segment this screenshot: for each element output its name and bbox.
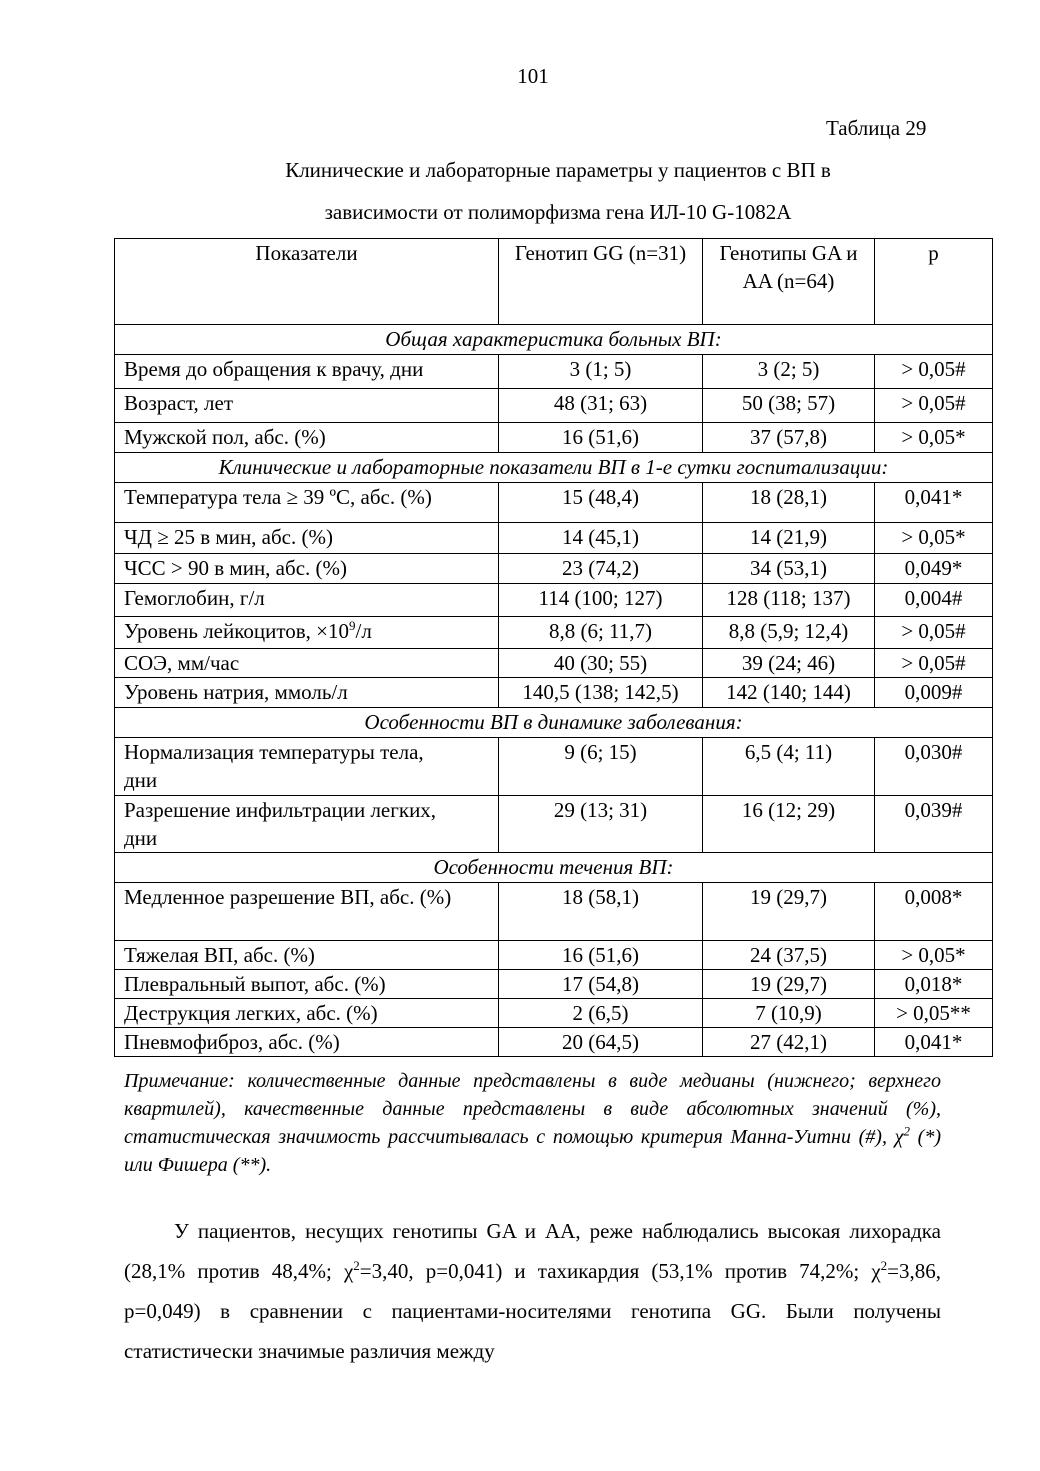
cell-gg: 48 (31; 63)	[499, 389, 703, 423]
cell-p: > 0,05#	[875, 617, 993, 649]
cell-p: > 0,05**	[875, 999, 993, 1028]
table-row	[115, 355, 993, 389]
note-text: Примечание: количественные данные представлены в виде медианы (нижнего; верхнего квартилей), качественные данные представлены в виде абсолютных значений (%), статистическая значимость рассчитывалась с помощью критерия Манна-Уитни (#), χ	[124, 1070, 941, 1148]
section-row	[115, 853, 993, 883]
table-row	[115, 523, 993, 554]
cell-gg: 8,8 (6; 11,7)	[499, 617, 703, 649]
cell-p: > 0,05#	[875, 355, 993, 389]
row-name: Плевральный выпот, абс. (%)	[115, 970, 499, 999]
table-caption-line-2: зависимости от полиморфизма гена ИЛ-10 G-1082A	[324, 200, 792, 224]
table-row	[115, 423, 993, 453]
table-row	[115, 649, 993, 678]
header-genotypes-ga-aa: Генотипы GA и AA (n=64)	[703, 239, 875, 325]
table-row	[115, 738, 993, 796]
table-row	[115, 678, 993, 708]
cell-ga: 16 (12; 29)	[703, 796, 875, 853]
cell-gg: 20 (64,5)	[499, 1028, 703, 1057]
cell-gg: 23 (74,2)	[499, 554, 703, 584]
row-name: ЧСС > 90 в мин, абс. (%)	[115, 554, 499, 584]
cell-ga: 27 (42,1)	[703, 1028, 875, 1057]
cell-gg: 17 (54,8)	[499, 970, 703, 999]
cell-ga: 14 (21,9)	[703, 523, 875, 554]
cell-p: 0,030#	[875, 738, 993, 796]
cell-ga: 19 (29,7)	[703, 883, 875, 941]
cell-ga: 7 (10,9)	[703, 999, 875, 1028]
page-number: 101	[517, 64, 549, 88]
table-note	[124, 1067, 941, 1179]
cell-p: 0,041*	[875, 1028, 993, 1057]
cell-p: 0,041*	[875, 483, 993, 523]
header-parameter: Показатели	[115, 239, 499, 325]
superscript: 9	[349, 618, 356, 633]
row-name-unit: /л	[355, 619, 372, 643]
row-name: Гемоглобин, г/л	[115, 584, 499, 617]
row-name: СОЭ, мм/час	[115, 649, 499, 678]
row-name: Мужской пол, абс. (%)	[115, 423, 499, 453]
row-name: Время до обращения к врачу, дни	[115, 355, 499, 389]
row-name: Пневмофиброз, абс. (%)	[115, 1028, 499, 1057]
section-course: Особенности течения ВП:	[115, 853, 993, 883]
cell-p: > 0,05*	[875, 523, 993, 554]
cell-p: > 0,05#	[875, 649, 993, 678]
table-row	[115, 389, 993, 423]
body-paragraph	[124, 1211, 941, 1371]
row-name	[115, 617, 499, 649]
cell-ga: 34 (53,1)	[703, 554, 875, 584]
cell-ga: 142 (140; 144)	[703, 678, 875, 708]
cell-gg: 3 (1; 5)	[499, 355, 703, 389]
row-name-text: Уровень лейкоцитов, ×10	[124, 619, 350, 643]
row-name: Тяжелая ВП, абс. (%)	[115, 941, 499, 970]
row-name: Нормализация температуры тела, дни	[115, 738, 499, 796]
cell-gg: 2 (6,5)	[499, 999, 703, 1028]
section-dynamics: Особенности ВП в динамике заболевания:	[115, 708, 993, 738]
row-name: Деструкция легких, абс. (%)	[115, 999, 499, 1028]
row-name: ЧД ≥ 25 в мин, абс. (%)	[115, 523, 499, 554]
section-general: Общая характеристика больных ВП:	[115, 325, 993, 355]
cell-ga: 18 (28,1)	[703, 483, 875, 523]
cell-ga: 19 (29,7)	[703, 970, 875, 999]
table-row	[115, 970, 993, 999]
table-caption-line-1: Клинические и лабораторные параметры у пациентов с ВП в	[285, 158, 831, 182]
cell-p: 0,008*	[875, 883, 993, 941]
table-row	[115, 999, 993, 1028]
section-clinical-lab: Клинические и лабораторные показатели ВП в 1-е сутки госпитализации:	[115, 453, 993, 483]
row-name: Уровень натрия, ммоль/л	[115, 678, 499, 708]
superscript: 2	[353, 1258, 360, 1273]
section-row	[115, 453, 993, 483]
cell-p: 0,004#	[875, 584, 993, 617]
paragraph-text: =3,40, p=0,041) и тахикардия (53,1% против 74,2%; χ	[359, 1259, 881, 1283]
note-text-end: (*) или Фишера (**).	[124, 1126, 941, 1176]
cell-ga: 128 (118; 137)	[703, 584, 875, 617]
table-header-row	[115, 239, 993, 325]
cell-gg: 140,5 (138; 142,5)	[499, 678, 703, 708]
cell-p: 0,039#	[875, 796, 993, 853]
superscript: 2	[903, 1123, 910, 1139]
cell-gg: 15 (48,4)	[499, 483, 703, 523]
data-table	[114, 238, 993, 1057]
table-row	[115, 617, 993, 649]
cell-ga: 39 (24; 46)	[703, 649, 875, 678]
cell-gg: 14 (45,1)	[499, 523, 703, 554]
section-row	[115, 325, 993, 355]
table-row	[115, 1028, 993, 1057]
row-name: Возраст, лет	[115, 389, 499, 423]
cell-p: 0,018*	[875, 970, 993, 999]
cell-ga: 3 (2; 5)	[703, 355, 875, 389]
row-name: Разрешение инфильтрации легких, дни	[115, 796, 499, 853]
row-name: Температура тела ≥ 39 ºС, абс. (%)	[115, 483, 499, 523]
header-p-value: p	[875, 239, 993, 325]
cell-p: > 0,05#	[875, 389, 993, 423]
cell-gg: 40 (30; 55)	[499, 649, 703, 678]
row-name: Медленное разрешение ВП, абс. (%)	[115, 883, 499, 941]
superscript: 2	[880, 1258, 888, 1273]
cell-gg: 16 (51,6)	[499, 423, 703, 453]
cell-p: > 0,05*	[875, 423, 993, 453]
table-number: Таблица 29	[826, 116, 927, 140]
table-row	[115, 796, 993, 853]
cell-gg: 29 (13; 31)	[499, 796, 703, 853]
cell-p: 0,049*	[875, 554, 993, 584]
paragraph-text: =3,86, p=0,049) в сравнении с пациентами-носителями генотипа GG. Были получены статистически значимые различия между	[124, 1259, 941, 1363]
cell-p: > 0,05*	[875, 941, 993, 970]
cell-gg: 18 (58,1)	[499, 883, 703, 941]
cell-ga: 8,8 (5,9; 12,4)	[703, 617, 875, 649]
cell-p: 0,009#	[875, 678, 993, 708]
section-row	[115, 708, 993, 738]
cell-ga: 6,5 (4; 11)	[703, 738, 875, 796]
table-row	[115, 883, 993, 941]
header-genotype-gg: Генотип GG (n=31)	[499, 239, 703, 325]
table-row	[115, 554, 993, 584]
paragraph-text: У пациентов, несущих генотипы GA и AA, реже наблюдались высокая лихорадка (28,1% против 48,4%; χ	[124, 1219, 941, 1283]
table-row	[115, 584, 993, 617]
table-row	[115, 483, 993, 523]
cell-ga: 37 (57,8)	[703, 423, 875, 453]
cell-ga: 24 (37,5)	[703, 941, 875, 970]
cell-gg: 114 (100; 127)	[499, 584, 703, 617]
cell-gg: 16 (51,6)	[499, 941, 703, 970]
cell-gg: 9 (6; 15)	[499, 738, 703, 796]
table-row	[115, 941, 993, 970]
cell-ga: 50 (38; 57)	[703, 389, 875, 423]
